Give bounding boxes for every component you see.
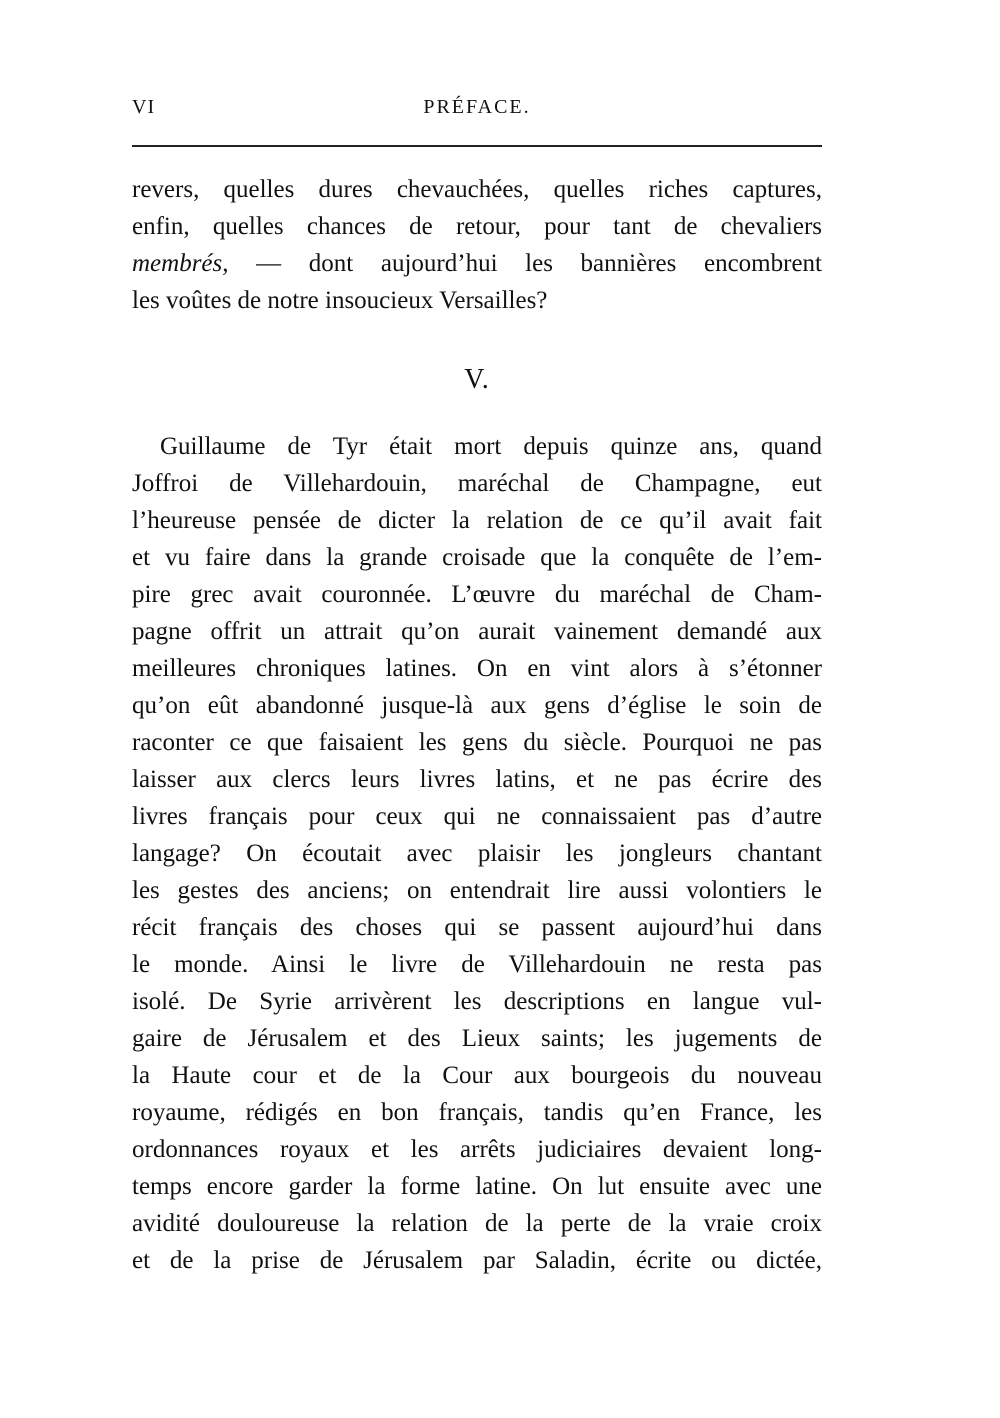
page-number: VI: [132, 96, 156, 118]
text-line: pire grec avait couronnée. L’œuvre du maréchal de Cham-: [132, 581, 822, 608]
text-line: [132, 245, 822, 282]
text-line: laisser aux clercs leurs livres latins, et ne pas écrire des: [132, 766, 822, 793]
text-line: le monde. Ainsi le livre de Villehardouin ne resta pas: [132, 951, 822, 978]
text-line: meilleures chroniques latines. On en vint alors à s’étonner: [132, 655, 822, 682]
text-line: les gestes des anciens; on entendrait lire aussi volontiers le: [132, 877, 822, 904]
running-title: PRÉFACE.: [423, 96, 531, 118]
text-line: l’heureuse pensée de dicter la relation de ce qu’il avait fait: [132, 507, 822, 534]
top-paragraph: [132, 171, 822, 319]
text-line: isolé. De Syrie arrivèrent les descriptions en langue vul-: [132, 988, 822, 1015]
main-paragraph: [132, 428, 822, 1279]
text-line: récit français des choses qui se passent aujourd’hui dans: [132, 914, 822, 941]
text-line: ordonnances royaux et les arrêts judiciaires devaient long-: [132, 1136, 822, 1163]
section-heading: V.: [464, 364, 490, 395]
text-line: pagne offrit un attrait qu’on aurait vainement demandé aux: [132, 618, 822, 645]
text-line: langage? On écoutait avec plaisir les jongleurs chantant: [132, 840, 822, 867]
text-line: avidité douloureuse la relation de la perte de la vraie croix: [132, 1210, 822, 1237]
text-line: enfin, quelles chances de retour, pour tant de chevaliers: [132, 213, 822, 240]
text-line: Joffroi de Villehardouin, maréchal de Champagne, eut: [132, 470, 822, 497]
text-line: revers, quelles dures chevauchées, quelles riches captures,: [132, 176, 822, 203]
text-line: Guillaume de Tyr était mort depuis quinze ans, quand: [160, 433, 822, 460]
text-line: et vu faire dans la grande croisade que la conquête de l’em-: [132, 544, 822, 571]
text-line: et de la prise de Jérusalem par Saladin, écrite ou dictée,: [132, 1247, 822, 1274]
running-header: [132, 96, 822, 126]
text-line: royaume, rédigés en bon français, tandis qu’en France, les: [132, 1099, 822, 1126]
text-line: qu’on eût abandonné jusque-là aux gens d’église le soin de: [132, 692, 822, 719]
text-line: temps encore garder la forme latine. On lut ensuite avec une: [132, 1173, 822, 1200]
text-line: gaire de Jérusalem et des Lieux saints; les jugements de: [132, 1025, 822, 1052]
text-line-rest: — dont aujourd’hui les bannières encombrent: [228, 250, 822, 277]
italic-word: membrés,: [132, 250, 229, 277]
text-line: la Haute cour et de la Cour aux bourgeois du nouveau: [132, 1062, 822, 1089]
header-rule: [132, 145, 822, 147]
text-line: raconter ce que faisaient les gens du siècle. Pourquoi ne pas: [132, 729, 822, 756]
text-line: les voûtes de notre insoucieux Versailles?: [132, 287, 548, 314]
text-line: livres français pour ceux qui ne connaissaient pas d’autre: [132, 803, 822, 830]
